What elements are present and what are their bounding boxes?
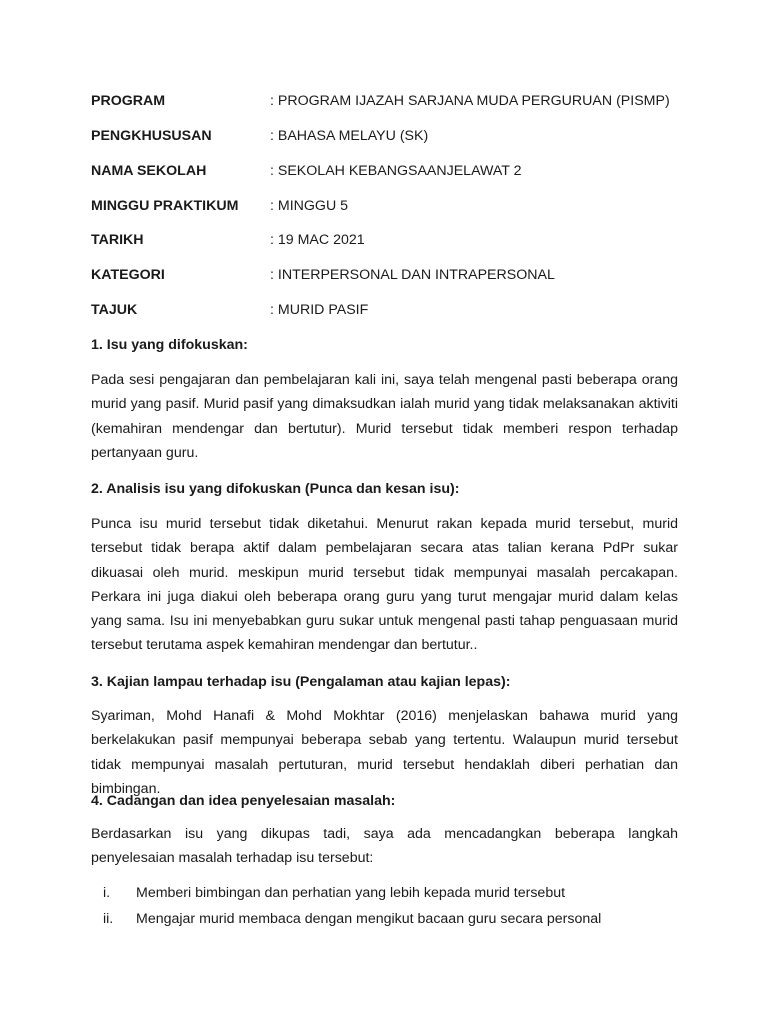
meta-label: TAJUK <box>91 302 138 318</box>
meta-value: : INTERPERSONAL DAN INTRAPERSONAL <box>270 267 555 283</box>
meta-label: PENGKHUSUSAN <box>91 128 212 144</box>
meta-value: : SEKOLAH KEBANGSAANJELAWAT 2 <box>270 163 522 179</box>
list-text: Memberi bimbingan dan perhatian yang lebih kepada murid tersebut <box>136 885 566 901</box>
meta-label: KATEGORI <box>91 267 165 283</box>
meta-value: : MINGGU 5 <box>270 198 349 214</box>
section-paragraph-1: Pada sesi pengajaran dan pembelajaran kali ini, saya telah mengenal pasti beberapa orang murid yang pasif. Murid pasif yang dimaksudkan ialah murid yang tidak melaksanakan aktiviti (kemahiran mendengar dan bertutur). Murid tersebut tidak memberi respon terhadap pertanyaan guru. <box>91 372 678 461</box>
meta-value: : PROGRAM IJAZAH SARJANA MUDA PERGURUAN (PISMP) <box>270 93 670 109</box>
section-paragraph-2: Punca isu murid tersebut tidak diketahui. Menurut rakan kepada murid tersebut, murid tersebut tidak berapa aktif dalam pembelajaran secara atas talian kerana PdPr sukar dikuasai oleh murid. meskipun murid tersebut tidak mempunyai masalah percakapan. Perkara ini juga diakui oleh beberapa orang guru yang turut mengajar murid dalam kelas yang sama. Isu ini menyebabkan guru sukar untuk mengenal pasti tahap penguasaan murid tersebut terutama aspek kemahiran mendengar dan bertutur.. <box>91 516 678 654</box>
meta-value: : 19 MAC 2021 <box>270 232 365 248</box>
meta-value: : MURID PASIF <box>270 302 369 318</box>
list-number: i. <box>103 885 111 901</box>
section-heading-1: 1. Isu yang difokuskan: <box>91 337 248 353</box>
section-heading-2: 2. Analisis isu yang difokuskan (Punca dan kesan isu): <box>91 481 460 497</box>
meta-label: TARIKH <box>91 232 144 248</box>
meta-value: : BAHASA MELAYU (SK) <box>270 128 429 144</box>
list-number: ii. <box>103 911 114 927</box>
meta-label: NAMA SEKOLAH <box>91 163 207 179</box>
meta-label: MINGGU PRAKTIKUM <box>91 198 239 214</box>
section-paragraph-4: Berdasarkan isu yang dikupas tadi, saya ada mencadangkan beberapa langkah penyelesaian masalah terhadap isu tersebut: <box>91 826 678 867</box>
section-heading-3: 3. Kajian lampau terhadap isu (Pengalaman atau kajian lepas): <box>91 674 511 690</box>
section-paragraph-3: Syariman, Mohd Hanafi & Mohd Mokhtar (2016) menjelaskan bahawa murid yang berkelakukan pasif mempunyai beberapa sebab yang tertentu. Walaupun murid tersebut tidak mempunyai masalah pertuturan, murid tersebut hendaklah diberi perhatian dan bimbingan. <box>91 708 678 797</box>
list-text: Mengajar murid membaca dengan mengikut bacaan guru secara personal <box>136 911 602 927</box>
meta-label: PROGRAM <box>91 93 166 109</box>
section-heading-4: 4. Cadangan dan idea penyelesaian masalah: <box>91 793 396 809</box>
